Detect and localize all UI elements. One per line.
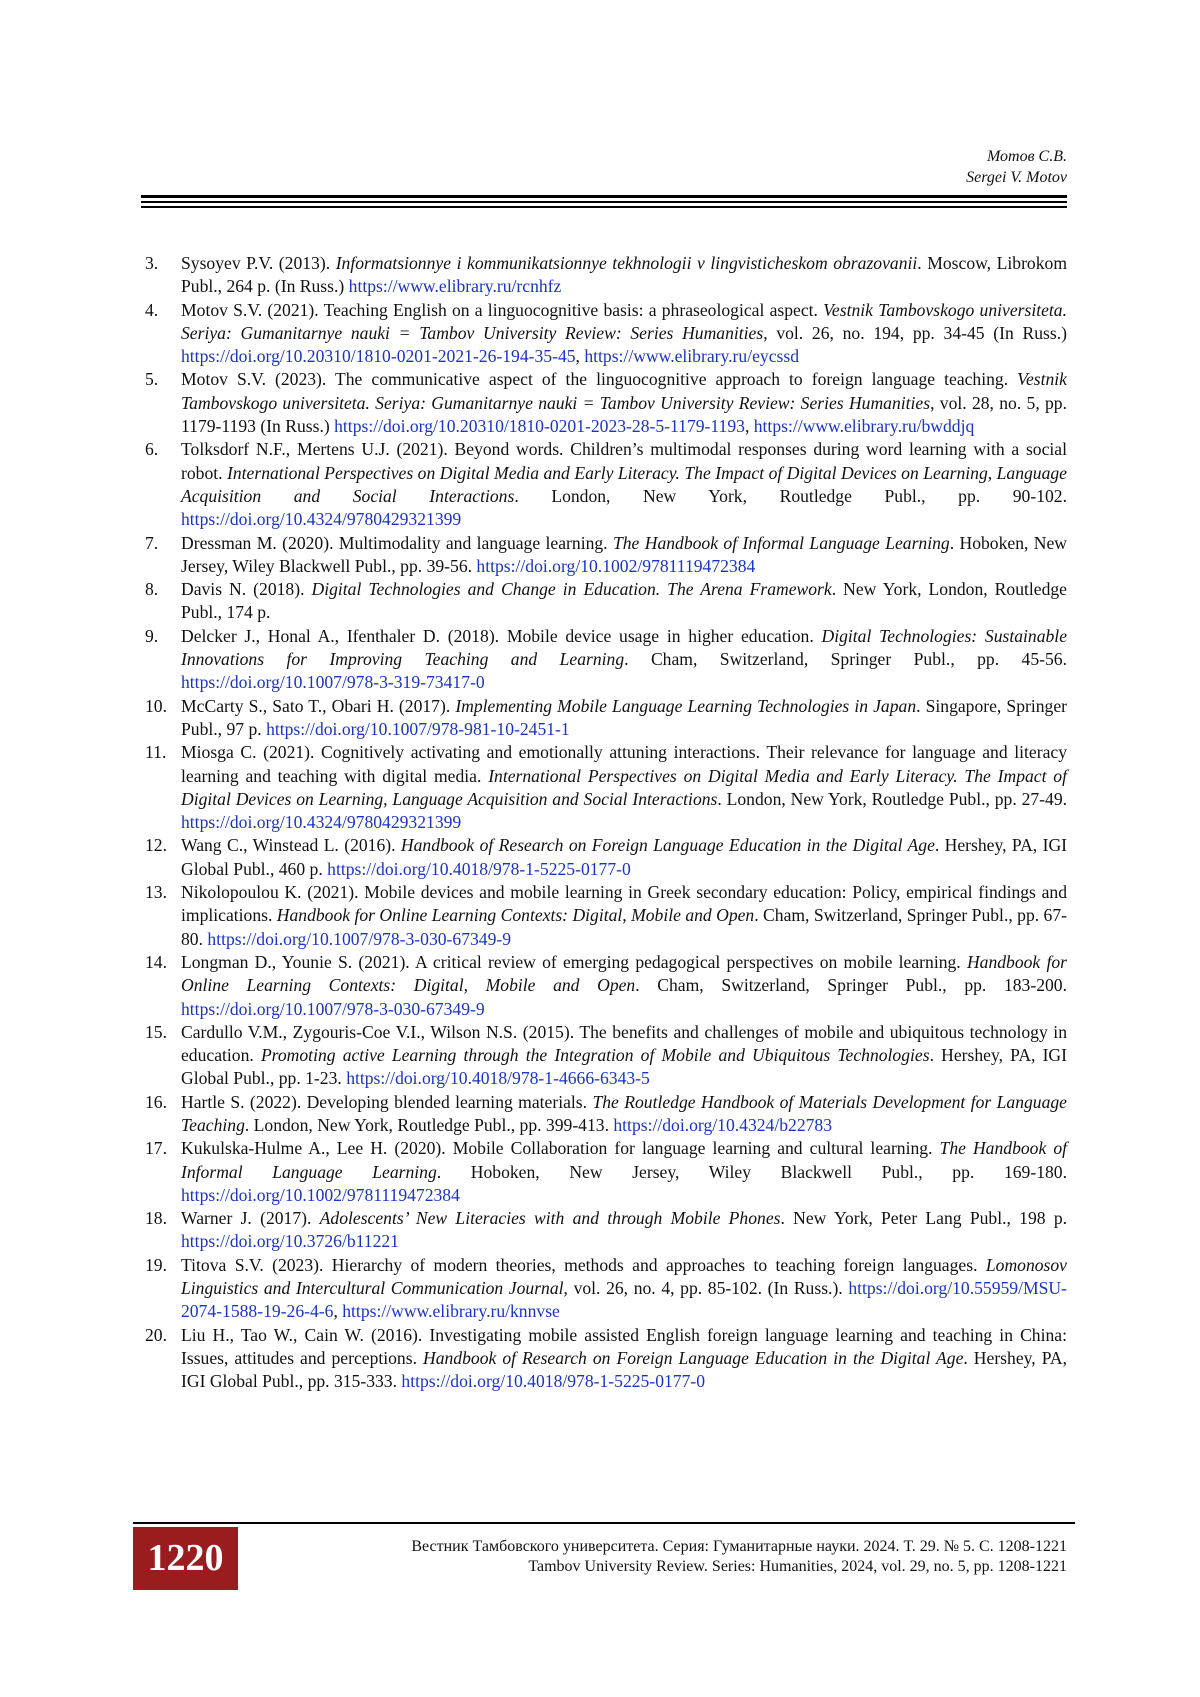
reference-text: . New York, London, Routledge Publ., 174 p. (181, 579, 1067, 623)
reference-text: Miosga C. (2021). Cognitively activating and emotionally attuning interactions. Their relevance for language and literacy learning and teaching with digital media. (181, 742, 1067, 786)
reference-text: . London, New York, Routledge Publ., pp. 90-102. (514, 485, 1067, 506)
reference-text: Motov S.V. (2023). The communicative aspect of the linguocognitive approach to foreign language teaching. (181, 369, 1018, 390)
reference-number: 20. (145, 1324, 167, 1345)
doi-link[interactable]: https://doi.org/10.1002/9781119472384 (181, 1184, 460, 1205)
reference-item (145, 881, 1067, 951)
doi-link[interactable]: https://doi.org/10.1007/978-981-10-2451-1 (266, 718, 570, 739)
reference-source-title: Handbook of Research on Foreign Language Education in the Digital Age (400, 835, 935, 856)
doi-link[interactable]: https://doi.org/10.1007/978-3-030-67349-9 (207, 928, 512, 949)
running-header (966, 146, 1067, 188)
reference-text: Dressman M. (2020). Multimodality and language learning. (181, 532, 613, 553)
reference-number: 18. (145, 1208, 167, 1229)
reference-text: . Cham, Switzerland, Springer Publ., pp. 45-56. (624, 649, 1067, 670)
reference-item (145, 625, 1067, 695)
reference-text: . Hershey, PA, IGI Global Publ., 460 p. (181, 835, 1068, 879)
reference-number: 17. (145, 1138, 167, 1159)
reference-text: . Cham, Switzerland, Springer Publ., pp. 183-200. (635, 975, 1067, 996)
reference-list (145, 252, 1067, 1394)
reference-text: Kukulska-Hulme A., Lee H. (2020). Mobile Collaboration for language learning and cultural learning. (181, 1138, 940, 1159)
reference-number: 19. (145, 1254, 167, 1275)
header-rule-line (141, 201, 1067, 203)
reference-item (145, 741, 1067, 834)
reference-text: Liu H., Tao W., Cain W. (2016). Investigating mobile assisted English foreign language learning and teaching in China: Issues, attitudes and perceptions. (181, 1324, 1067, 1368)
reference-item (145, 1021, 1067, 1091)
reference-item (145, 1137, 1067, 1207)
reference-number: 7. (145, 532, 159, 553)
reference-number: 10. (145, 695, 167, 716)
reference-source-title: Digital Technologies: Sustainable Innovations for Improving Teaching and Learning (181, 625, 1067, 670)
reference-text: Sysoyev P.V. (2013). (181, 253, 336, 273)
reference-number: 9. (145, 625, 159, 646)
reference-number: 6. (145, 439, 159, 460)
reference-text: , (744, 416, 754, 437)
doi-link[interactable]: https://www.elibrary.ru/rcnhfz (348, 276, 562, 297)
reference-number: 4. (145, 299, 159, 320)
doi-link[interactable]: https://www.elibrary.ru/eycssd (584, 346, 800, 367)
reference-text: , (333, 1301, 343, 1322)
reference-source-title: The Handbook of Informal Language Learning (612, 532, 950, 553)
doi-link[interactable]: https://doi.org/10.4018/978-1-4666-6343-5 (346, 1068, 650, 1089)
reference-item (145, 368, 1067, 438)
reference-text: McCarty S., Sato T., Obari H. (2017). (181, 695, 456, 716)
reference-source-title: Lomonosov Linguistics and Intercultural Communication Journal (181, 1254, 1067, 1299)
reference-text: . New York, Peter Lang Publ., 198 p. (780, 1208, 1068, 1229)
reference-text: . London, New York, Routledge Publ., pp. 27-49. (717, 788, 1068, 809)
doi-link[interactable]: https://doi.org/10.4018/978-1-5225-0177-0 (401, 1371, 706, 1392)
doi-link[interactable]: https://www.elibrary.ru/knnvse (342, 1301, 560, 1322)
header-author-en: Sergei V. Motov (966, 169, 1067, 186)
journal-citation-en: Tambov University Review. Series: Humanities, 2024, vol. 29, no. 5, pp. 1208-1221 (528, 1558, 1067, 1575)
reference-text: . London, New York, Routledge Publ., pp. 399-413. (244, 1114, 614, 1135)
page-number: 1220 (147, 1537, 224, 1579)
reference-text: . Cham, Switzerland, Springer Publ., pp. 67-80. (181, 905, 1067, 949)
reference-item (145, 951, 1067, 1021)
reference-number: 3. (145, 253, 159, 273)
reference-source-title: Handbook for Online Learning Contexts: Digital, Mobile and Open (181, 951, 1067, 996)
reference-text: Nikolopoulou K. (2021). Mobile devices and mobile learning in Greek secondary education: Policy, empirical findings and implications. (181, 882, 1067, 926)
reference-source-title: The Routledge Handbook of Materials Development for Language Teaching (181, 1091, 1067, 1135)
reference-number: 11. (145, 742, 167, 763)
header-author-ru: Мотов С.В. (986, 148, 1067, 165)
doi-link[interactable]: https://doi.org/10.1002/9781119472384 (476, 555, 756, 576)
reference-number: 5. (145, 369, 159, 390)
header-rule-line (141, 206, 1067, 208)
reference-source-title: International Perspectives on Digital Media and Early Literacy. The Impact of Digital Devices on Learning, Language Acquisition and Social Interactions (181, 462, 1067, 506)
reference-source-title: Digital Technologies and Change in Education. The Arena Framework (311, 579, 832, 600)
reference-item (145, 1207, 1067, 1254)
reference-text: . Hoboken, New Jersey, Wiley Blackwell Publ., pp. 169-180. (436, 1161, 1067, 1182)
reference-item (145, 532, 1067, 579)
reference-text: Warner J. (2017). (181, 1208, 320, 1229)
reference-number: 16. (145, 1091, 167, 1112)
reference-source-title: Informatsionnye i kommunikatsionnye tekhnologii v lingvisticheskom obrazovanii (335, 253, 918, 273)
header-rule (141, 195, 1067, 208)
reference-text: Longman D., Younie S. (2021). A critical review of emerging pedagogical perspectives on mobile learning. (181, 951, 967, 972)
reference-text: Hartle S. (2022). Developing blended learning materials. (181, 1091, 593, 1112)
reference-item (145, 1091, 1067, 1138)
doi-link[interactable]: https://doi.org/10.1007/978-3-030-67349-9 (181, 998, 485, 1019)
reference-number: 8. (145, 579, 159, 600)
reference-item (145, 1254, 1067, 1324)
doi-link[interactable]: https://doi.org/10.4018/978-1-5225-0177-0 (327, 858, 631, 879)
reference-source-title: Handbook for Online Learning Contexts: Digital, Mobile and Open (276, 905, 755, 926)
journal-citation-ru: Вестник Тамбовского университета. Серия: Гуманитарные науки. 2024. Т. 29. № 5. С. 1208-1221 (411, 1538, 1067, 1555)
reference-text: Motov S.V. (2021). Teaching English on a linguocognitive basis: a phraseological aspect. (181, 299, 824, 320)
reference-item (145, 299, 1067, 369)
reference-number: 15. (145, 1021, 167, 1042)
reference-text: . Moscow, Librokom Publ., 264 p. (In Russ.) (181, 253, 1067, 297)
reference-text: Cardullo V.M., Zygouris-Coe V.I., Wilson N.S. (2015). The benefits and challenges of mobile and ubiquitous technology in education. (181, 1021, 1067, 1066)
doi-link[interactable]: https://doi.org/10.20310/1810-0201-2021-26-194-35-45 (181, 346, 576, 367)
reference-number: 12. (145, 835, 167, 856)
reference-text: Delcker J., Honal A., Ifenthaler D. (2018). Mobile device usage in higher education. (181, 625, 822, 646)
reference-source-title: The Handbook of Informal Language Learning (181, 1138, 1067, 1182)
reference-text: Wang C., Winstead L. (2016). (181, 835, 401, 856)
reference-item (145, 578, 1067, 625)
doi-link[interactable]: https://doi.org/10.4324/9780429321399 (181, 812, 462, 833)
reference-text: Tolksdorf N.F., Mertens U.J. (2021). Beyond words. Children’s multimodal responses during word learning with a social robot. (181, 439, 1067, 483)
reference-item (145, 695, 1067, 742)
reference-source-title: Adolescents’ New Literacies with and through Mobile Phones (319, 1208, 781, 1229)
reference-item (145, 438, 1067, 531)
reference-text: , vol. 26, no. 4, pp. 85-102. (In Russ.). (563, 1278, 849, 1299)
reference-text: Davis N. (2018). (181, 579, 312, 600)
reference-text: , (575, 346, 585, 367)
reference-text: . Singapore, Springer Publ., 97 p. (181, 695, 1067, 739)
reference-text: . Hoboken, New Jersey, Wiley Blackwell Publ., pp. 39-56. (181, 532, 1067, 576)
header-rule-line (141, 195, 1067, 198)
journal-footer (411, 1537, 1067, 1577)
doi-link[interactable]: https://doi.org/10.3726/b11221 (181, 1231, 399, 1252)
reference-source-title: Implementing Mobile Language Learning Technologies in Japan (455, 695, 917, 716)
reference-item (145, 252, 1067, 299)
reference-number: 13. (145, 882, 167, 903)
reference-text: , vol. 26, no. 194, pp. 34-45 (In Russ.) (763, 322, 1067, 343)
doi-link[interactable]: https://doi.org/10.1007/978-3-319-73417-0 (181, 672, 485, 693)
reference-source-title: Handbook of Research on Foreign Language Education in the Digital Age (423, 1347, 964, 1368)
footer-rule (133, 1522, 1075, 1524)
page-number-badge (133, 1527, 238, 1590)
reference-item (145, 834, 1067, 881)
reference-text: . Hershey, PA, IGI Global Publ., pp. 1-23. (181, 1045, 1067, 1089)
reference-number: 14. (145, 951, 167, 972)
doi-link[interactable]: https://doi.org/10.20310/1810-0201-2023-28-5-1179-1193 (334, 416, 745, 437)
reference-item (145, 1324, 1067, 1394)
reference-text: , vol. 28, no. 5, pp. 1179-1193 (In Russ.) (181, 392, 1068, 437)
doi-link[interactable]: https://www.elibrary.ru/bwddjq (753, 416, 975, 437)
reference-source-title: Vestnik Tambovskogo universiteta. Seriya: Gumanitarnye nauki = Tambov University Review: Series Humanities (181, 369, 1067, 413)
reference-source-title: Vestnik Tambovskogo universiteta. Seriya: Gumanitarnye nauki = Tambov University Review: Series Humanities (181, 299, 1067, 343)
doi-link[interactable]: https://doi.org/10.4324/b22783 (613, 1114, 833, 1135)
doi-link[interactable]: https://doi.org/10.4324/9780429321399 (181, 509, 462, 530)
doi-link[interactable]: https://doi.org/10.55959/MSU-2074-1588-19-26-4-6 (181, 1278, 1067, 1322)
reference-text: Titova S.V. (2023). Hierarchy of modern theories, methods and approaches to teaching foreign languages. (181, 1254, 986, 1275)
reference-text: . Hershey, PA, IGI Global Publ., pp. 315-333. (181, 1347, 1067, 1392)
reference-source-title: Promoting active Learning through the Integration of Mobile and Ubiquitous Technologies (260, 1045, 930, 1066)
reference-source-title: International Perspectives on Digital Media and Early Literacy. The Impact of Digital Devices on Learning, Language Acquisition and Social Interactions (181, 765, 1067, 809)
